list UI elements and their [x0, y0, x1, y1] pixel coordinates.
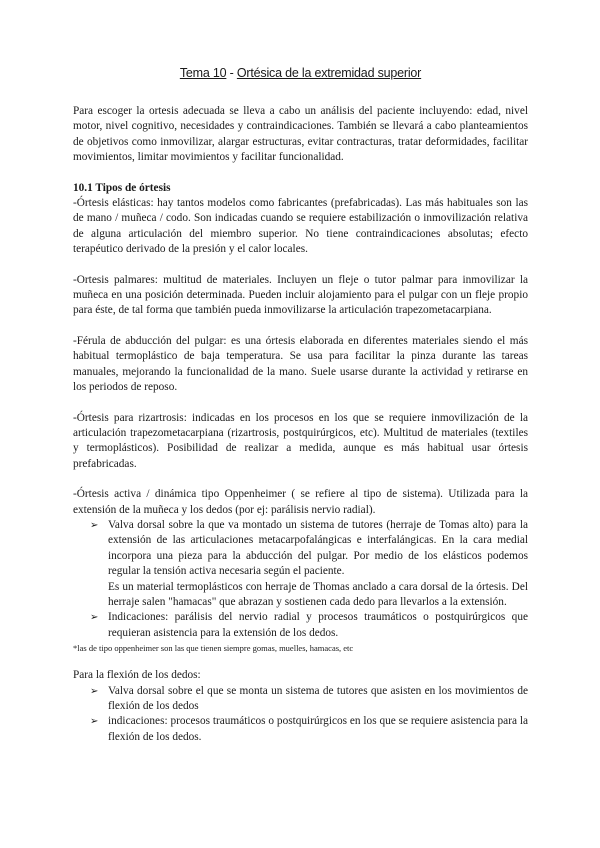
paragraph-flexion-intro: Para la flexión de los dedos:	[73, 669, 201, 682]
paragraph-rizartrosis: -Órtesis para rizartrosis: indicadas en los procesos en los que se requiere inmovilización de la articulación trapezometacarpiana (rizartrosis, postquirúrgicos, etc). Multitud de materiales (textiles y termoplásticos). Posibilidad de realizar a medida, aunque es más habitual usar órtesis prefabricadas.	[73, 411, 528, 470]
paragraph-ferula: -Férula de abducción del pulgar: es una órtesis elaborada en diferentes materiales siendo el más habitual termoplástico de baja temperatura. Se usa para facilitar la pinza durante las tareas manuales, mejorando la funcionalidad de la mano. Suele usarse durante la actividad y retirarse en los periodos de reposo.	[73, 334, 528, 394]
title-number: Tema 10	[179, 66, 227, 80]
section-heading: 10.1 Tipos de órtesis	[73, 181, 171, 194]
paragraph-activa: -Órtesis activa / dinámica tipo Oppenheimer ( se refiere al tipo de sistema). Utilizada para la extensión de la muñeca y los dedos (por ej: parálisis nervio radial).	[73, 488, 528, 516]
list-item-text: Indicaciones: parálisis del nervio radial y procesos traumáticos o postquirúrgicos que requieran asistencia para la extensión de los dedos.	[108, 611, 528, 639]
page-title	[73, 66, 528, 80]
list-item-continuation: Es un material termoplásticos con herraje de Thomas anclado a cara dorsal de la órtesis. Del herraje salen "hamacas" que abrazan y sostienen cada dedo para llevarlos a la extensión.	[108, 580, 528, 608]
arrow-bullet-icon: ➢	[90, 519, 99, 531]
paragraph-palmares: -Ortesis palmares: multitud de materiales. Incluyen un fleje o tutor palmar para inmovilizar la muñeca en una posición determinada. Pueden incluir alojamiento para el pulgar con un fleje propio para éste, de tal forma que también pueda inmovilizarse la articulación trapezometacarpiana.	[73, 273, 528, 317]
list-item	[90, 518, 528, 610]
arrow-bullet-icon: ➢	[90, 716, 99, 728]
list-item-text: Valva dorsal sobre el que se monta un sistema de tutores que asisten en los movimientos de flexión de los dedos	[108, 684, 528, 712]
intro-paragraph: Para escoger la ortesis adecuada se lleva a cabo un análisis del paciente incluyendo: edad, nivel motor, nivel cognitivo, necesidades y contraindicaciones. También se llevará a cabo planteamientos de objetivos como inmovilizar, alargar estructuras, evitar contracturas, tratar deformidades, facilitar movimientos, limitar movimientos y facilitar funcionalidad.	[73, 105, 528, 164]
activa-list	[73, 518, 528, 641]
title-text: Ortésica de la extremidad superior	[236, 66, 422, 80]
list-item	[90, 714, 528, 745]
arrow-bullet-icon: ➢	[90, 612, 99, 624]
paragraph-elasticas: -Órtesis elásticas: hay tantos modelos como fabricantes (prefabricadas). Las más habituales son las de mano / muñeca / codo. Son indicadas cuando se requiere estabilización o inmovilización relativa de alguna articulación del miembro superior. No tiene contraindicaciones absolutas; efecto terapéutico derivado de la presión y el calor locales.	[73, 197, 528, 256]
arrow-bullet-icon: ➢	[90, 685, 99, 697]
list-item-text: indicaciones: procesos traumáticos o postquirúrgicos en los que se requiere asistencia para la flexión de los dedos.	[108, 715, 528, 743]
footnote: *las de tipo oppenheimer son las que tienen siempre gomas, muelles, hamacas, etc	[73, 643, 354, 654]
list-item-text: Valva dorsal sobre la que va montado un sistema de tutores (herraje de Tomas alto) para la extensión de las articulaciones metacarpofalángicas e interfalángicas. En la cara medial incorpora una pieza para la abducción del pulgar. Por medio de los elásticos podemos regular la tensión activa necesaria según el paciente.	[108, 518, 528, 578]
list-item	[90, 610, 528, 641]
title-separator: -	[226, 66, 237, 80]
list-item	[90, 684, 528, 715]
flexion-list	[73, 684, 528, 746]
